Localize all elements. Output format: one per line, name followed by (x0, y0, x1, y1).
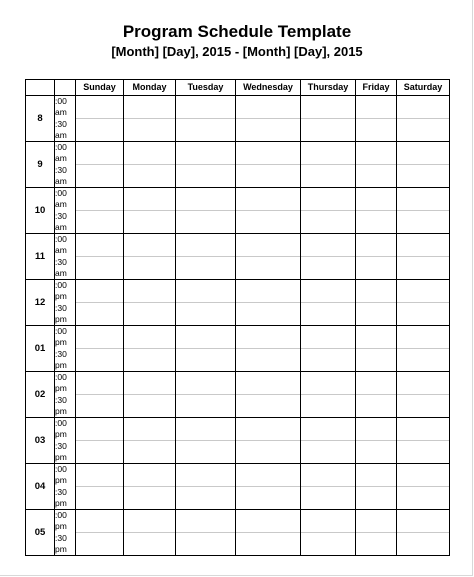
schedule-cell-saturday[interactable] (397, 418, 450, 464)
schedule-cell-thursday[interactable] (301, 510, 356, 556)
schedule-table (25, 79, 450, 556)
minute-label: am (55, 199, 67, 210)
schedule-cell-sunday[interactable] (76, 188, 124, 234)
minute-label: :00 (55, 326, 67, 336)
schedule-row (26, 188, 450, 234)
minute-label: :30 (55, 210, 67, 221)
schedule-row (26, 326, 450, 372)
schedule-cell-wednesday[interactable] (236, 280, 301, 326)
schedule-cell-sunday[interactable] (76, 418, 124, 464)
minute-label: :30 (55, 486, 67, 497)
minute-label: :00 (55, 280, 67, 290)
schedule-cell-friday[interactable] (356, 418, 397, 464)
schedule-cell-tuesday[interactable] (176, 464, 236, 510)
schedule-cell-friday[interactable] (356, 96, 397, 142)
schedule-row (26, 372, 450, 418)
minute-label: pm (55, 291, 67, 302)
minute-label: am (55, 175, 67, 186)
minute-label: :00 (55, 188, 67, 198)
minute-label: am (55, 245, 67, 256)
minute-label: :30 (55, 440, 67, 451)
schedule-cell-thursday[interactable] (301, 418, 356, 464)
minute-label: :30 (55, 164, 67, 175)
schedule-cell-friday[interactable] (356, 234, 397, 280)
schedule-cell-wednesday[interactable] (236, 372, 301, 418)
schedule-cell-sunday[interactable] (76, 464, 124, 510)
schedule-cell-monday[interactable] (124, 510, 176, 556)
schedule-cell-sunday[interactable] (76, 280, 124, 326)
schedule-cell-friday[interactable] (356, 464, 397, 510)
schedule-cell-tuesday[interactable] (176, 372, 236, 418)
schedule-cell-tuesday[interactable] (176, 280, 236, 326)
hour-label: 10 (26, 188, 55, 234)
minute-labels (55, 142, 76, 188)
schedule-cell-monday[interactable] (124, 142, 176, 188)
schedule-cell-saturday[interactable] (397, 326, 450, 372)
hour-label: 03 (26, 418, 55, 464)
minute-label: :00 (55, 372, 67, 382)
schedule-cell-tuesday[interactable] (176, 418, 236, 464)
schedule-cell-monday[interactable] (124, 372, 176, 418)
schedule-cell-thursday[interactable] (301, 326, 356, 372)
schedule-cell-saturday[interactable] (397, 96, 450, 142)
schedule-cell-wednesday[interactable] (236, 510, 301, 556)
schedule-cell-saturday[interactable] (397, 372, 450, 418)
schedule-row (26, 96, 450, 142)
schedule-cell-monday[interactable] (124, 188, 176, 234)
minute-label: pm (55, 429, 67, 440)
minute-label: :30 (55, 118, 67, 129)
schedule-cell-wednesday[interactable] (236, 188, 301, 234)
minute-label: :30 (55, 394, 67, 405)
schedule-cell-sunday[interactable] (76, 372, 124, 418)
schedule-row (26, 510, 450, 556)
minute-label: :30 (55, 256, 67, 267)
schedule-cell-saturday[interactable] (397, 280, 450, 326)
minute-label: :00 (55, 464, 67, 474)
minute-label: pm (55, 451, 67, 462)
schedule-cell-friday[interactable] (356, 188, 397, 234)
schedule-cell-wednesday[interactable] (236, 326, 301, 372)
schedule-cell-saturday[interactable] (397, 464, 450, 510)
schedule-cell-sunday[interactable] (76, 326, 124, 372)
minute-label: pm (55, 383, 67, 394)
hour-label: 8 (26, 96, 55, 142)
schedule-cell-tuesday[interactable] (176, 234, 236, 280)
schedule-cell-friday[interactable] (356, 372, 397, 418)
minute-label: pm (55, 313, 67, 324)
hour-label: 11 (26, 234, 55, 280)
day-header-thursday: Thursday (301, 80, 356, 96)
schedule-cell-friday[interactable] (356, 326, 397, 372)
hour-label: 9 (26, 142, 55, 188)
page-title: Program Schedule Template (122, 22, 352, 41)
schedule-cell-saturday[interactable] (397, 510, 450, 556)
day-header-friday: Friday (356, 80, 397, 96)
day-header-sunday: Sunday (76, 80, 124, 96)
schedule-cell-saturday[interactable] (397, 142, 450, 188)
schedule-cell-thursday[interactable] (301, 96, 356, 142)
minute-labels (55, 372, 76, 418)
minute-label: :00 (55, 510, 67, 520)
minute-label: :30 (55, 348, 67, 359)
schedule-cell-saturday[interactable] (397, 188, 450, 234)
schedule-cell-wednesday[interactable] (236, 96, 301, 142)
schedule-cell-tuesday[interactable] (176, 510, 236, 556)
header-corner-cell (26, 80, 55, 96)
minute-labels (55, 464, 76, 510)
schedule-cell-sunday[interactable] (76, 510, 124, 556)
schedule-cell-saturday[interactable] (397, 234, 450, 280)
minute-label: am (55, 107, 67, 118)
schedule-cell-thursday[interactable] (301, 188, 356, 234)
hour-label: 01 (26, 326, 55, 372)
hour-label: 12 (26, 280, 55, 326)
schedule-cell-thursday[interactable] (301, 464, 356, 510)
minute-labels (55, 188, 76, 234)
schedule-cell-thursday[interactable] (301, 280, 356, 326)
schedule-cell-thursday[interactable] (301, 142, 356, 188)
schedule-cell-friday[interactable] (356, 510, 397, 556)
minute-labels (55, 326, 76, 372)
minute-label: pm (55, 475, 67, 486)
minute-label: am (55, 129, 67, 140)
schedule-row (26, 464, 450, 510)
schedule-cell-tuesday[interactable] (176, 188, 236, 234)
schedule-cell-tuesday[interactable] (176, 96, 236, 142)
schedule-cell-monday[interactable] (124, 326, 176, 372)
minute-label: :00 (55, 234, 67, 244)
hour-label: 02 (26, 372, 55, 418)
minute-labels (55, 418, 76, 464)
minute-label: pm (55, 337, 67, 348)
schedule-cell-monday[interactable] (124, 418, 176, 464)
date-range-subtitle: [Month] [Day], 2015 - [Month] [Day], 2015 (111, 44, 363, 59)
schedule-row (26, 234, 450, 280)
minute-label: :00 (55, 96, 67, 106)
schedule-cell-tuesday[interactable] (176, 326, 236, 372)
minute-label: am (55, 221, 67, 232)
minute-label: am (55, 267, 67, 278)
minute-labels (55, 234, 76, 280)
schedule-cell-monday[interactable] (124, 234, 176, 280)
minute-label: :00 (55, 418, 67, 428)
schedule-cell-tuesday[interactable] (176, 142, 236, 188)
day-header-saturday: Saturday (397, 80, 450, 96)
schedule-cell-monday[interactable] (124, 96, 176, 142)
day-header-monday: Monday (124, 80, 176, 96)
schedule-cell-sunday[interactable] (76, 234, 124, 280)
minute-label: am (55, 153, 67, 164)
schedule-row (26, 280, 450, 326)
minute-label: pm (55, 497, 67, 508)
minute-labels (55, 96, 76, 142)
minute-label: pm (55, 405, 67, 416)
hour-label: 05 (26, 510, 55, 556)
minute-label: pm (55, 359, 67, 370)
schedule-cell-sunday[interactable] (76, 142, 124, 188)
minute-label: pm (55, 521, 67, 532)
minute-label: :00 (55, 142, 67, 152)
minute-label: pm (55, 543, 67, 554)
minute-labels (55, 280, 76, 326)
schedule-cell-wednesday[interactable] (236, 234, 301, 280)
schedule-cell-friday[interactable] (356, 280, 397, 326)
day-header-tuesday: Tuesday (176, 80, 236, 96)
schedule-cell-wednesday[interactable] (236, 142, 301, 188)
schedule-cell-monday[interactable] (124, 464, 176, 510)
schedule-cell-friday[interactable] (356, 142, 397, 188)
minute-label: :30 (55, 532, 67, 543)
schedule-cell-thursday[interactable] (301, 372, 356, 418)
minute-label: :30 (55, 302, 67, 313)
schedule-cell-sunday[interactable] (76, 96, 124, 142)
schedule-row (26, 142, 450, 188)
schedule-cell-wednesday[interactable] (236, 418, 301, 464)
schedule-cell-wednesday[interactable] (236, 464, 301, 510)
schedule-body (26, 96, 450, 556)
day-header-wednesday: Wednesday (236, 80, 301, 96)
schedule-header-row (26, 80, 450, 96)
header-minutes-cell (55, 80, 76, 96)
schedule-row (26, 418, 450, 464)
minute-labels (55, 510, 76, 556)
schedule-cell-monday[interactable] (124, 280, 176, 326)
hour-label: 04 (26, 464, 55, 510)
schedule-cell-thursday[interactable] (301, 234, 356, 280)
